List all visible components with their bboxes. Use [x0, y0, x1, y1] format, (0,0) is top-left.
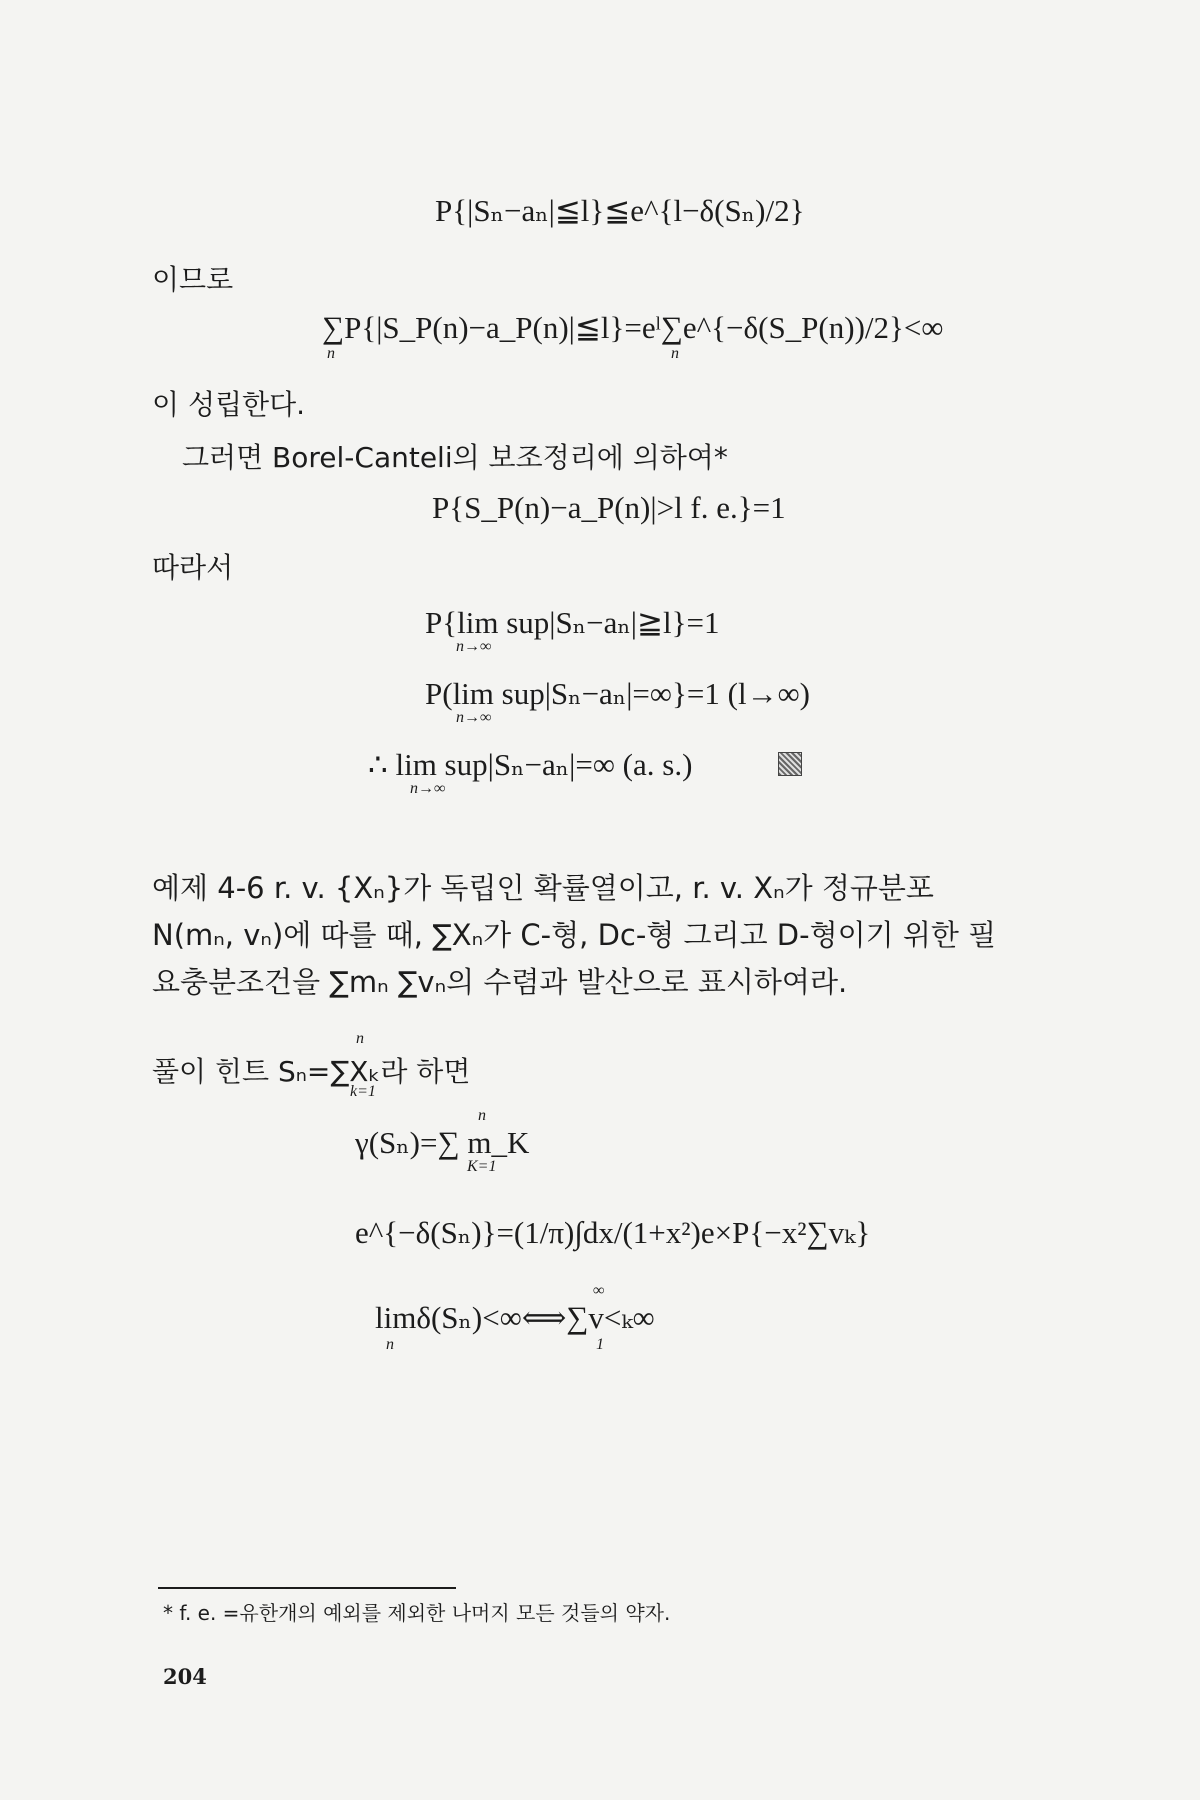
equation-2-sub-1: n — [327, 345, 335, 362]
qed-box-icon — [778, 752, 802, 776]
solution-step-2: e^{−δ(Sₙ)}=(1/π)∫dx/(1+x²)e×P{−x²∑vₖ} — [355, 1215, 871, 1250]
solution-step-3: limδ(Sₙ)<∞⟺∑v<ₖ∞ — [375, 1300, 655, 1335]
text-imeuro: 이므로 — [152, 263, 234, 296]
equation-6-sub: n→∞ — [410, 780, 446, 797]
solution-step-3-sup: ∞ — [593, 1282, 605, 1299]
text-borel-canteli: 그러면 Borel-Canteli의 보조정리에 의하여* — [182, 441, 728, 474]
solution-step-3-sub-n: n — [386, 1336, 394, 1353]
solution-hint: 풀이 힌트 Sₙ=∑Xₖ라 하면 — [152, 1055, 471, 1088]
example-line-1: 예제 4-6 r. v. {Xₙ}가 독립인 확률열이고, r. v. Xₙ가 정규분포 — [152, 871, 934, 905]
solution-step-1-sub: K=1 — [467, 1158, 497, 1175]
equation-5: P(lim sup|Sₙ−aₙ|=∞}=1 (l→∞) — [425, 676, 810, 711]
solution-step-3-sub-1: 1 — [596, 1336, 604, 1353]
footnote: * f. e. =유한개의 예외를 제외한 나머지 모든 것들의 약자. — [163, 1601, 671, 1625]
solution-step-1-sup: n — [478, 1107, 486, 1124]
text-seongniphanda: 이 성립한다. — [152, 388, 306, 421]
equation-6: ∴ lim sup|Sₙ−aₙ|=∞ (a. s.) — [368, 747, 693, 782]
equation-1: P{|Sₙ−aₙ|≦l}≦e^{l−δ(Sₙ)/2} — [435, 193, 805, 228]
solution-hint-sub: k=1 — [350, 1083, 376, 1100]
footnote-rule — [158, 1587, 456, 1589]
text-ttaraseo: 따라서 — [152, 551, 234, 584]
example-line-2: N(mₙ, vₙ)에 따를 때, ∑Xₙ가 C-형, Dc-형 그리고 D-형이기 위한 필 — [152, 918, 997, 952]
equation-5-sub: n→∞ — [456, 709, 492, 726]
equation-2: ∑P{|S_P(n)−a_P(n)|≦l}=eˡ∑e^{−δ(S_P(n))/2}<∞ — [322, 310, 944, 345]
equation-2-sub-2: n — [671, 345, 679, 362]
solution-step-1: γ(Sₙ)=∑ m_K — [355, 1125, 530, 1160]
page-number: 204 — [163, 1664, 207, 1689]
solution-hint-sup: n — [356, 1030, 364, 1047]
equation-3: P{S_P(n)−a_P(n)|>l f. e.}=1 — [432, 490, 786, 525]
equation-4: P{lim sup|Sₙ−aₙ|≧l}=1 — [425, 605, 720, 640]
example-line-3: 요충분조건을 ∑mₙ ∑vₙ의 수렴과 발산으로 표시하여라. — [152, 965, 848, 999]
equation-4-sub: n→∞ — [456, 638, 492, 655]
